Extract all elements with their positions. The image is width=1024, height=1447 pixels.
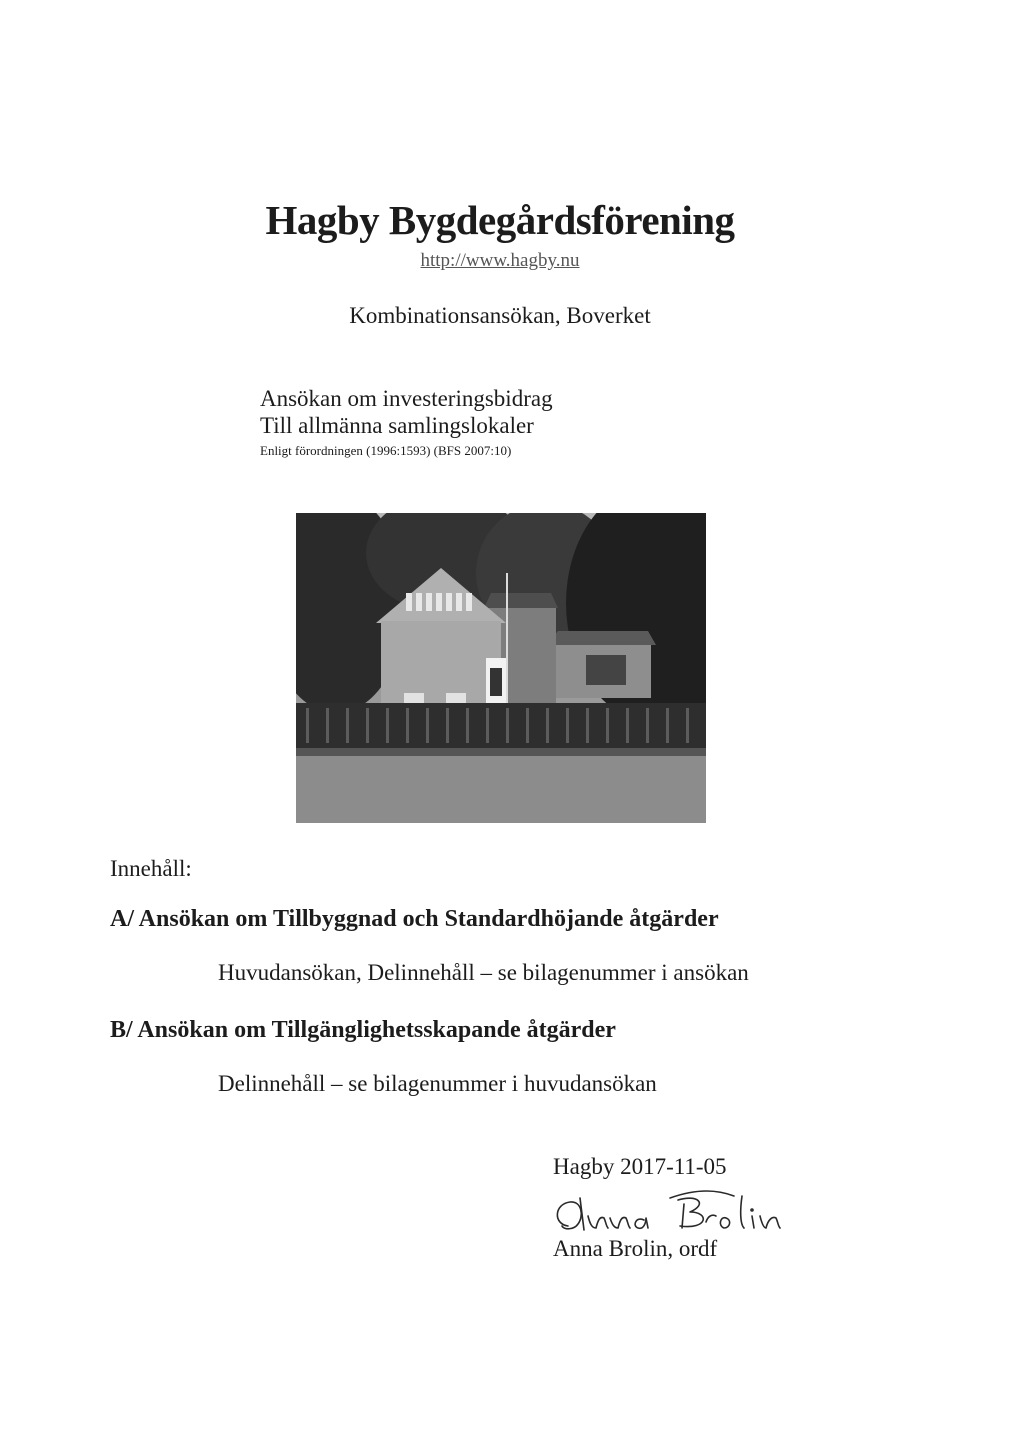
application-title: Ansökan om investeringsbidrag xyxy=(260,386,553,411)
page-subtitle: Kombinationsansökan, Boverket xyxy=(349,303,651,328)
building-photo xyxy=(296,513,706,823)
section-a-description: Huvudansökan, Delinnehåll – se bilagenummer i ansökan xyxy=(218,960,749,985)
section-b-heading: B/ Ansökan om Tillgänglighetsskapande åtgärder xyxy=(110,1017,616,1043)
page-title: Hagby Bygdegårdsförening xyxy=(265,197,735,243)
building-photo-icon xyxy=(296,513,706,823)
section-b-description: Delinnehåll – se bilagenummer i huvudansökan xyxy=(218,1071,657,1096)
application-reference: Enligt förordningen (1996:1593) (BFS 2007:10) xyxy=(260,443,512,458)
place-date: Hagby 2017-11-05 xyxy=(553,1154,727,1179)
section-a-heading: A/ Ansökan om Tillbyggnad och Standardhöjande åtgärder xyxy=(110,906,719,932)
website-link[interactable]: http://www.hagby.nu xyxy=(420,250,580,271)
application-subtitle: Till allmänna samlingslokaler xyxy=(260,413,534,438)
contents-label: Innehåll: xyxy=(110,856,192,881)
signer-name: Anna Brolin, ordf xyxy=(553,1236,718,1261)
